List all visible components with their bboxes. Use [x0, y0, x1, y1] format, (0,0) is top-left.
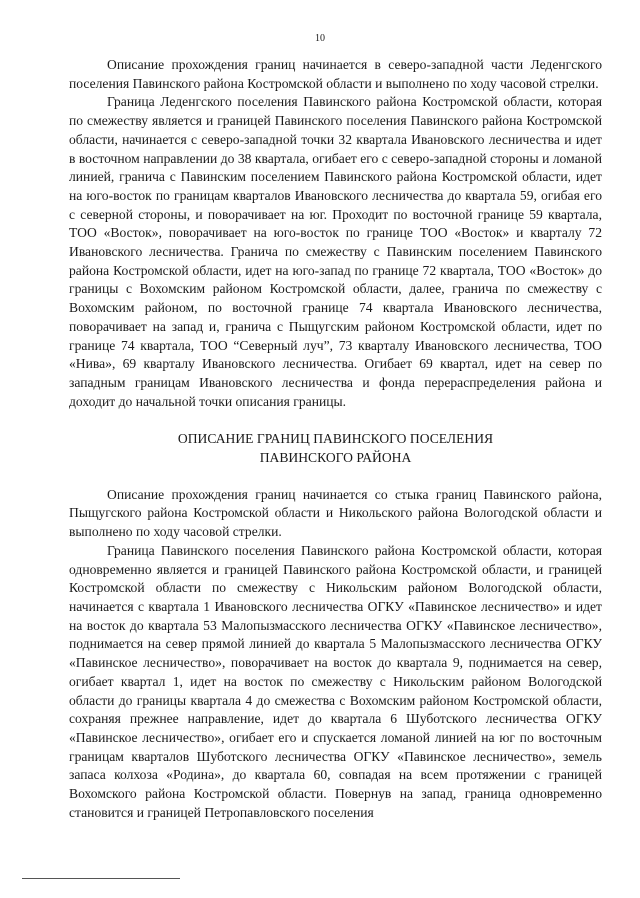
section2-paragraph-boundary: Граница Павинского поселения Павинского района Костромской области, которая одновременно является и границей Павинского района Костромской области, и границей Костромской области по смежеству с Никольским районом Вологодской области, начинается с квартала 1 Ивановского лесничества ОГКУ «Павинское лесничество» и идет на восток до квартала 53 Малопызмасского лесничества ОГКУ «Павинское лесничество», поднимается на север прямой линией до квартала 5 Малопызмасского лесничества ОГКУ «Павинское лесничество», поворачивает на восток до квартала 9, поднимается на север, огибает квартал 1, идет на восток по смежеству с Никольским районом Вологодской области до границы квартала 4 до смежества с Вохомским районом Костромской области, сохраняя прежнее направление, идет до квартала 6 Шуботского лесничества ОГКУ «Павинское лесничество», огибает его и спускается ломаной линией на юг по восточным границам кварталов Шуботского лесничества ОГКУ «Павинское лесничество», земель запаса колхоза «Родина», до квартала 60, совпадая на всем протяжении с границей Вохомского района Костромской области. Повернув на запад, граница одновременно становится и границей Петропавловского поселения: [69, 542, 602, 820]
section2-heading-line1: ОПИСАНИЕ ГРАНИЦ ПАВИНСКОГО ПОСЕЛЕНИЯ: [177, 431, 494, 447]
section-spacer: [69, 468, 602, 486]
section2-paragraph-intro: Описание прохождения границ начинается со стыка границ Павинского района, Пыщугского района Костромской области и Никольского района Вологодской области и выполнено по ходу часовой стрелки.: [69, 486, 602, 540]
section2-heading: [69, 430, 602, 467]
section1-paragraph-intro: Описание прохождения границ начинается в северо-западной части Леденгского поселения Павинского района Костромской области и выполнено по ходу часовой стрелки.: [69, 57, 602, 91]
page-number: 10: [315, 33, 325, 44]
section2-heading-line2: ПАВИНСКОГО РАЙОНА: [259, 450, 412, 466]
footnote-divider: [22, 878, 180, 879]
section1-paragraph-boundary: Граница Леденгского поселения Павинского района Костромской области, которая по смежеству является и границей Павинского поселения Павинского района Костромской области, начинается с северо-западной точки 32 квартала Ивановского лесничества и идет в восточном направлении до 38 квартала, огибает его с северо-западной стороны и ломаной линией, гранича с Павинским поселением Павинского района Костромской области, идет на юго-восток по границам кварталов Ивановского лесничества до квартала 59, огибая его с северной стороны, и поворачивает на юг. Проходит по восточной границе 59 квартала, ТОО «Восток», поворачивает на юго-восток по границе ТОО «Восток» и кварталу 72 Ивановского лесничества. Гранича по смежеству с Павинским поселением Павинского района Костромской области, идет на юго-запад по границе 72 квартала, ТОО «Восток» до границы с Вохомским районом Костромской области, далее, гранича по смежеству с Вохомским районом, по восточной границе 74 квартала Ивановского лесничества, поворачивает на запад и, гранича с Пыщугским районом Костромской области, идет по границе 74 квартала, ТОО “Северный луч”, 73 кварталу Ивановского лесничества, ТОО «Нива», 69 кварталу Ивановского лесничества. Огибает 69 квартал, идет на север по западным границам Ивановского лесничества и фонда перераспределения района и доходит до начальной точки описания границы.: [69, 94, 602, 409]
document-body: [69, 56, 602, 822]
